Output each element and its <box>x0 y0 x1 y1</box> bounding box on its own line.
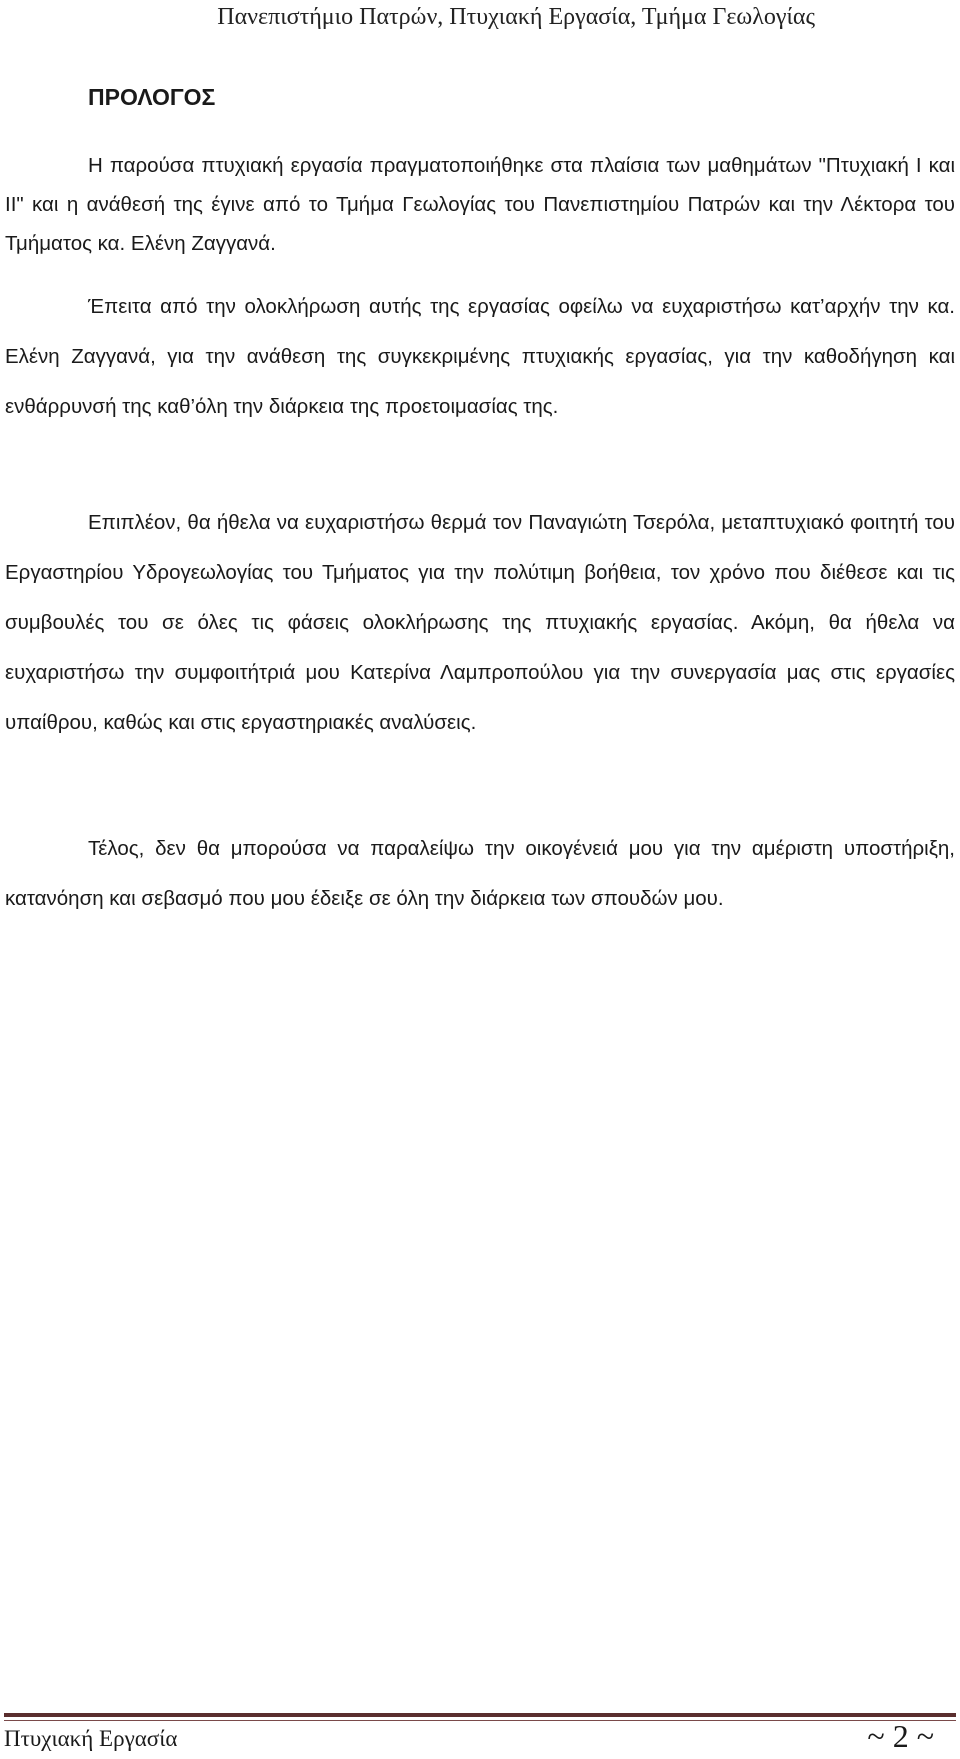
paragraph-text: Έπειτα από την ολοκλήρωση αυτής της εργασίας οφείλω να ευχαριστήσω κατ’αρχήν την κα. Ελένη Ζαγγανά, για την ανάθεση της συγκεκριμένης πτυχιακής εργασίας, για την καθοδήγηση και ενθάρρυνσή της καθ’όλη την διάρκεια της προετοιμασίας της. <box>5 295 955 418</box>
footer-divider-thin <box>4 1720 956 1721</box>
paragraph-thanks-colleagues <box>5 498 955 748</box>
paragraph-text: Τέλος, δεν θα μπορούσα να παραλείψω την οικογένειά μου για την αμέριστη υποστήριξη, κατανόηση και σεβασμό που μου έδειξε σε όλη την διάρκεια των σπουδών μου. <box>5 837 955 910</box>
paragraph-text: Επιπλέον, θα ήθελα να ευχαριστήσω θερμά τον Παναγιώτη Τσερόλα, μεταπτυχιακό φοιτητή του Εργαστηρίου Υδρογεωλογίας του Τμήματος για την πολύτιμη βοήθεια, τον χρόνο που διέθεσε και τις συμβουλές του σε όλες τις φάσεις ολοκλήρωσης της πτυχιακής εργασίας. Ακόμη, θα ήθελα να ευχαριστήσω την συμφοιτήτριά μου Κατερίνα Λαμπροπούλου για την συνεργασία μας στις εργασίες υπαίθρου, καθώς και στις εργαστηριακές αναλύσεις. <box>5 511 955 734</box>
running-header-text: Πανεπιστήμιο Πατρών, Πτυχιακή Εργασία, Τμήμα Γεωλογίας <box>217 4 815 30</box>
paragraph-thanks-supervisor <box>5 282 955 432</box>
paragraph-assignment <box>5 146 955 263</box>
footer-label: Πτυχιακή Εργασία <box>4 1726 178 1751</box>
page-title: ΠΡΟΛΟΓΟΣ <box>88 84 216 110</box>
page-number: ~ 2 ~ <box>867 1718 934 1754</box>
running-header <box>0 2 960 32</box>
paragraph-text: Η παρούσα πτυχιακή εργασία πραγματοποιήθηκε στα πλαίσια των μαθημάτων "Πτυχιακή Ι και ΙΙ" και η ανάθεσή της έγινε από το Τμήμα Γεωλογίας του Πανεπιστημίου Πατρών και την Λέκτορα του Τμήματος κα. Ελένη Ζαγγανά. <box>5 154 955 255</box>
paragraph-thanks-family <box>5 824 955 924</box>
footer-divider-thick <box>4 1713 956 1717</box>
